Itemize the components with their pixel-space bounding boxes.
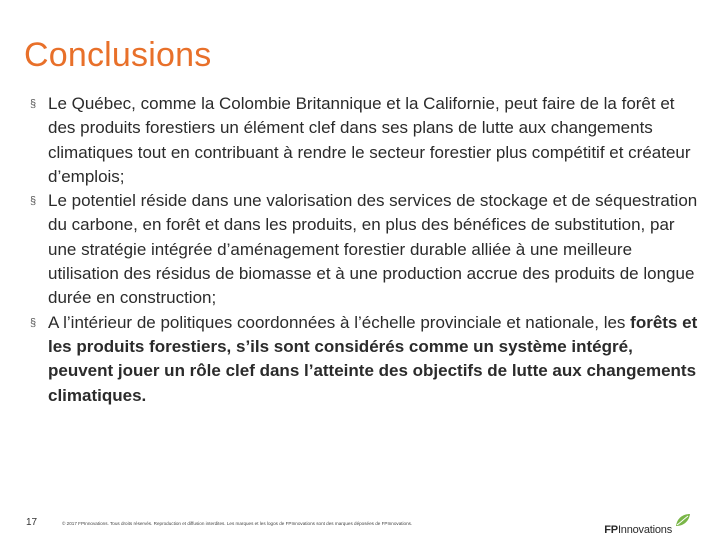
copyright-notice: © 2017 FPInnovations. Tous droits réservés. Reproduction et diffusion interdites. Les marques et les logos de FPInnovations sont des marques déposées de FPInnovations. [62,521,413,526]
bullet-marker: § [30,98,37,110]
fpinnovations-logo [604,512,692,536]
logo-text: FPInnovations [604,524,672,536]
bullet-text-bold: forêts et les produits forestiers, s’ils sont considérés comme un système intégré, peuvent jouer un rôle clef dans l’atteinte des objectifs de lutte aux changements climatiques. [48,312,698,405]
leaf-icon [674,512,692,528]
bullet-marker: § [30,316,37,329]
page-number: 17 [26,517,38,528]
bullet-list [30,92,702,408]
slide-title: Conclusions [24,36,212,74]
slide-footer [0,516,720,540]
bullet-item-3 [30,311,702,408]
bullet-item-1 [30,92,702,189]
bullet-text: Le Québec, comme la Colombie Britannique et la Californie, peut faire de la forêt et des produits forestiers un élément clef dans ses plans de lutte aux changements climatiques tout en contribuant à rendre le secteur forestier plus compétitif et créateur d’emplois; [48,94,691,186]
bullet-item-2 [30,189,702,310]
bullet-text: Le potentiel réside dans une valorisation des services de stockage et de séquestration du carbone, en forêt et dans les produits, en plus des bénéfices de substitution, par une stratégie intégrée d’aménagement forestier durable alliée à une meilleure utilisation des résidus de biomasse et à une production accrue des produits de longue durée en construction; [48,191,698,308]
bullet-text: A l’intérieur de politiques coordonnées à l’échelle provinciale et nationale, les [48,312,631,332]
bullet-marker: § [30,195,37,208]
